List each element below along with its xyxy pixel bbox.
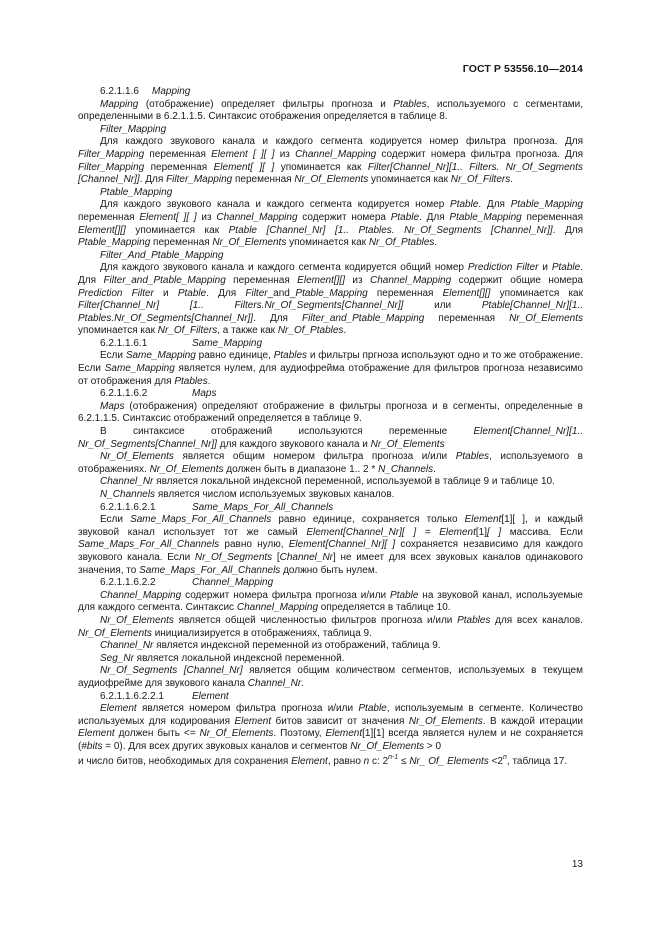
body-text: переменная [150,237,213,249]
term-text: Element [291,756,328,768]
body-text: упоминается как [490,287,583,299]
body-text: ] не имеет для всех звуковых каналов одинакового значения, то [78,551,583,576]
term-text: Ptable [551,262,581,274]
paragraph [78,426,583,451]
body-text: переменная [225,274,298,286]
body-text: равно единице, [195,350,274,362]
body-text: > 0 [424,740,442,752]
term-text: N_Channels [378,463,434,475]
term-text: Nr_Of_Elements [509,312,583,324]
body-text: должен быть <= [114,728,200,740]
term-text: Nr_Of_Elements [199,728,274,740]
term-text: Element [ ][ ] [211,148,275,160]
term-text: Nr_Of_Filters [157,325,218,337]
term-text: Ptable_Mapping [449,211,522,223]
term-text: Ptable [358,703,387,715]
term-text: Filter_and_Ptable_Mapping [103,274,226,286]
term-text: Ptable_Mapping [78,237,151,249]
term-text: Channel_Mapping [370,274,452,286]
term-text: [ ] [487,526,502,538]
body-text: равно нулю, [219,539,289,551]
body-text: битов зависит от значения [271,715,409,727]
body-text: Для каждого звукового канала и каждого сегмента кодируется номер фильтра прогноза. Для [100,136,583,148]
body-text: является числом используемых звуковых каналов. [155,489,395,500]
body-text: упоминается как [368,174,451,186]
body-text: массива. Если [501,526,583,538]
term-text: Ptable[Channel_Nr][1.. Ptables.Nr_Of_Segments[Channel_Nr]] [78,300,583,324]
term-text: Ptables [457,614,491,626]
body-text: , используемым в сегменте. Количество используемых для кодирования [78,703,583,727]
term-text: Element[Channel_Nr][1.. Nr_Of_Segments[Channel_Nr]] [78,426,583,450]
body-text: [1][1] всегда является нулем и не сохраняется (# [78,728,583,752]
body-text: _and_ [267,287,296,299]
section-number: 6.2.1.1.6.2 [100,388,148,400]
term-text: Ptable [450,199,479,211]
term-text: Channel_Mapping [295,148,377,160]
term-text: Filter_Mapping [78,148,145,160]
body-text: является общим количеством сегментов, используемых в текущем аудиофрейме для звукового канала [78,665,583,689]
page-number: 13 [571,859,583,870]
body-text: на звуковой канал, используемые для каждого сегмента. Синтаксис [78,589,583,614]
subsection-title: Filter_Mapping [100,123,167,135]
section-heading [78,502,583,515]
term-text: Element[Channel_Nr][ ] = Element [306,526,476,538]
term-text: Ptables [455,451,490,463]
body-text: переменная [144,161,214,173]
term-text: Ptables [393,98,427,110]
term-text: Same_Maps_For_All_Channels [139,564,281,576]
term-text: Same_Maps_For_All_Channels [78,539,220,551]
term-text: Nr_Of_Elements [100,451,174,463]
term-text: Ptable [390,211,420,223]
paragraph [78,590,583,615]
term-text: Nr_Of_Segments [Channel_Nr] [100,665,243,677]
paragraph [78,350,583,388]
subsection-title: Ptable_Mapping [100,186,173,198]
body-text: . [433,463,436,475]
term-text: Same_Maps_For_All_Channels [130,514,272,526]
term-text: Filter_and_Ptable_Mapping [302,312,425,324]
body-text: , а также как [217,325,278,337]
term-text: Ptables [273,350,308,362]
exponent: n-1 [388,754,399,762]
body-text: упоминается как [274,161,368,173]
body-text: из [196,211,217,223]
paragraph [78,665,583,690]
term-text: Channel_Mapping [100,589,182,601]
body-text: [ [272,551,280,563]
body-text: [1][ ], и каждый звуковой канал использует тот же самый [78,514,584,538]
term-text: Maps [100,400,125,412]
body-text: Для каждого звукового канала и каждого сегмента кодируется номер [100,199,451,211]
body-text: ≤ [398,756,410,768]
body-text: для каждого звукового канала и [216,438,371,450]
body-text: . Для [552,224,583,236]
term-text: Element[ ][ ] [139,211,197,223]
term-text: n [363,756,370,768]
term-text: Channel_Nr [279,551,333,563]
body-text: В синтаксисе отображений используются переменные [100,426,474,438]
body-text: . Для [419,211,450,223]
subsection-label [78,187,583,200]
term-text: Nr_Of_Elements [149,463,224,475]
body-text: содержит номера [297,211,391,223]
body-text: переменная [232,174,295,186]
exponent: n [502,754,507,762]
term-text: Nr_Of_Elements [78,627,152,639]
term-text: Seg_Nr [100,652,134,664]
paragraph [78,262,583,338]
term-text: Channel_Nr [100,640,154,652]
body-text: Для каждого звукового канала и каждого сегмента кодируется общий номер [100,262,468,274]
formula-paragraph [78,756,583,769]
section-title: Channel_Mapping [192,577,274,589]
body-text: переменная [521,211,584,223]
paragraph [78,199,583,249]
section-number: 6.2.1.1.6.2.2.1 [100,690,164,702]
term-text: Nr_Of_Elements [370,438,445,450]
term-text: Nr_ Of_ Elements [409,756,489,768]
term-text: Element [464,514,502,526]
term-text: Filter[Channel_Nr][1.. Filters. Nr_Of_Segments [Channel_Nr]] [78,161,583,186]
section-heading [78,691,583,704]
body-text: , используемого в отображениях. [78,451,583,475]
paragraph [78,451,583,476]
body-text: (отображения) определяют отображение в фильтры прогноза и в сегменты, определенные в 6.2.1.1.5. Синтаксис отображений определяется в таблице 9. [78,400,583,425]
subsection-label [78,124,583,137]
section-title: Same_Mapping [192,337,263,349]
section-title: Element [192,690,229,702]
body-text: переменная [144,148,212,160]
body-text: является номером фильтра прогноза и/или [136,703,359,715]
term-text: Element[Channel_Nr][ ] [288,539,396,551]
body-text: или [403,300,482,312]
body-text: является общей численностью фильтров прогноза и/или [173,614,458,626]
term-text: Mapping [100,98,139,110]
body-text: и [538,262,552,274]
document-body [78,86,583,769]
term-text: Nr_Of_Segments [194,551,273,563]
body-text: из [274,148,296,160]
term-text: Filter_Mapping [166,174,233,186]
body-text: . Для [78,262,583,286]
section-heading [78,577,583,590]
term-text: Element[][] [78,224,126,236]
section-heading [78,388,583,401]
term-text: Ptable_Mapping [295,287,368,299]
body-text: . Поэтому, [273,728,326,740]
body-text: переменная [424,312,510,324]
subsection-label [78,250,583,263]
term-text: Channel_Mapping [216,211,298,223]
section-number: 6.2.1.1.6.2.2 [100,577,156,589]
section-title: Same_Maps_For_All_Channels [192,501,334,513]
body-text: Если [100,350,126,362]
term-text: Ptable [390,589,419,601]
term-text: Element [78,728,115,740]
body-text: упоминается как [286,237,369,249]
term-text: Prediction Filter [78,287,154,299]
body-text: и фильтры пргноза используют одно и то же отображение. Если [78,350,583,375]
paragraph [78,401,583,426]
body-text: и [153,287,178,299]
body-text: должен быть в диапазоне 1.. 2 * [223,463,379,475]
term-text: Element [325,728,363,740]
body-text: <2 [488,756,503,768]
body-text: , равно [327,756,364,768]
body-text: является нулем, для аудиофрейма отображение для фильтров прогноза независимо от отображения для [78,363,583,387]
body-text: , используемого с сегментами, определенными в 6.2.1.1.5. Синтаксис отображения определяется в таблице 8. [78,98,583,123]
body-text: . Для [478,199,511,211]
section-number: 6.2.1.1.6.1 [100,337,148,349]
term-text: Element [234,715,272,727]
term-text: Filter_Mapping [78,161,145,173]
body-text: . [207,375,211,387]
body-text: содержит номера фильтра прогноза и/или [181,589,391,601]
body-text: . Для [139,174,167,186]
body-text: . [434,237,438,249]
term-text: Ptable [Channel_Nr] [1.. Ptables. Nr_Of_Segments [Channel_Nr]] [228,224,553,236]
body-text: содержит номера фильтра прогноза. Для [376,148,583,160]
body-text: является локальной индексной переменной. [133,652,345,664]
section-heading [78,86,583,99]
body-text: . [301,677,304,689]
term-text: Nr_Of_Elements [212,237,287,249]
paragraph [78,99,583,124]
body-text: . Для [206,287,246,299]
body-text: равно единице, сохраняется только [271,514,465,526]
body-text: переменная [367,287,443,299]
body-text: = 0). Для всех других звуковых каналов и сегментов [102,740,351,752]
section-title: Maps [192,388,217,400]
paragraph [78,476,583,489]
body-text: является общим номером фильтра прогноза и/или [173,451,456,463]
term-text: Filter[Channel_Nr] [1.. Filters.Nr_Of_Segments[Channel_Nr]] [78,300,404,312]
term-text: Nr_Of_Elements [408,715,483,727]
term-text: Same_Mapping [125,350,196,362]
body-text: . Для [253,312,303,324]
term-text: Nr_Of_Elements [350,740,425,752]
term-text: Ptable [177,287,207,299]
body-text: с: 2 [369,756,389,768]
body-text: из [344,274,370,286]
subsection-title: Filter_And_Ptable_Mapping [100,249,224,261]
body-text: . [510,174,513,186]
term-text: Element[][] [442,287,491,299]
paragraph [78,489,583,502]
section-number: 6.2.1.1.6 [100,86,139,97]
body-text: упоминается как [78,325,158,337]
term-text: Ptables [174,375,208,387]
paragraph [78,136,583,186]
body-text: упоминается как [125,224,229,236]
body-text: [1] [475,526,487,538]
term-text: Channel_Nr [100,476,154,488]
term-text: Nr_Of_Elements [294,174,369,186]
body-text: инициализируется в отображениях, таблица 9. [151,627,372,639]
body-text: является локальной индексной переменной, используемой в таблице 9 и таблице 10. [153,476,555,488]
term-text: Nr_Of_Elements [100,614,174,626]
term-text: Same_Mapping [104,363,175,375]
body-text: и число битов, необходимых для сохранения [78,756,292,768]
body-text: определяется в таблице 10. [318,602,451,614]
term-text: Nr_Of_Filters [450,174,511,186]
section-heading [78,338,583,351]
body-text: для всех каналов. [490,614,583,626]
document-code: ГОСТ Р 53556.10—2014 [462,63,583,75]
term-text: Prediction Filter [467,262,539,274]
term-text: Filter [245,287,268,299]
body-text: должно быть нулем. [280,564,378,576]
section-title: Mapping [152,86,191,97]
paragraph [78,514,583,577]
body-text: является индексной переменной из отображений, таблица 9. [153,640,441,652]
term-text: N_Channels [100,489,156,500]
body-text: . [343,325,347,337]
body-text: (отображение) определяет фильтры прогноза и [138,98,394,110]
term-text: Nr_Of_Ptables [368,237,435,249]
section-number: 6.2.1.1.6.2.1 [100,501,156,513]
term-text: Element [100,703,137,715]
term-text: bits [86,740,103,752]
paragraph [78,703,583,753]
paragraph [78,615,583,640]
paragraph [78,653,583,666]
term-text: Ptable_Mapping [510,199,583,211]
term-text: Element[][] [297,274,345,286]
term-text: Channel_Mapping [236,602,319,614]
body-text: , таблица 17. [506,756,568,768]
body-text: сохраняется независимо для каждого звукового канала. Если [78,539,583,563]
body-text: . В каждой итерации [482,715,584,727]
term-text: Channel_Nr [247,677,302,689]
term-text: Element[ ][ ] [213,161,275,173]
body-text: Если [100,514,131,526]
term-text: Nr_Of_Ptables [277,325,344,337]
body-text: содержит общие номера [451,274,583,286]
paragraph [78,640,583,653]
body-text: переменная [78,211,140,223]
